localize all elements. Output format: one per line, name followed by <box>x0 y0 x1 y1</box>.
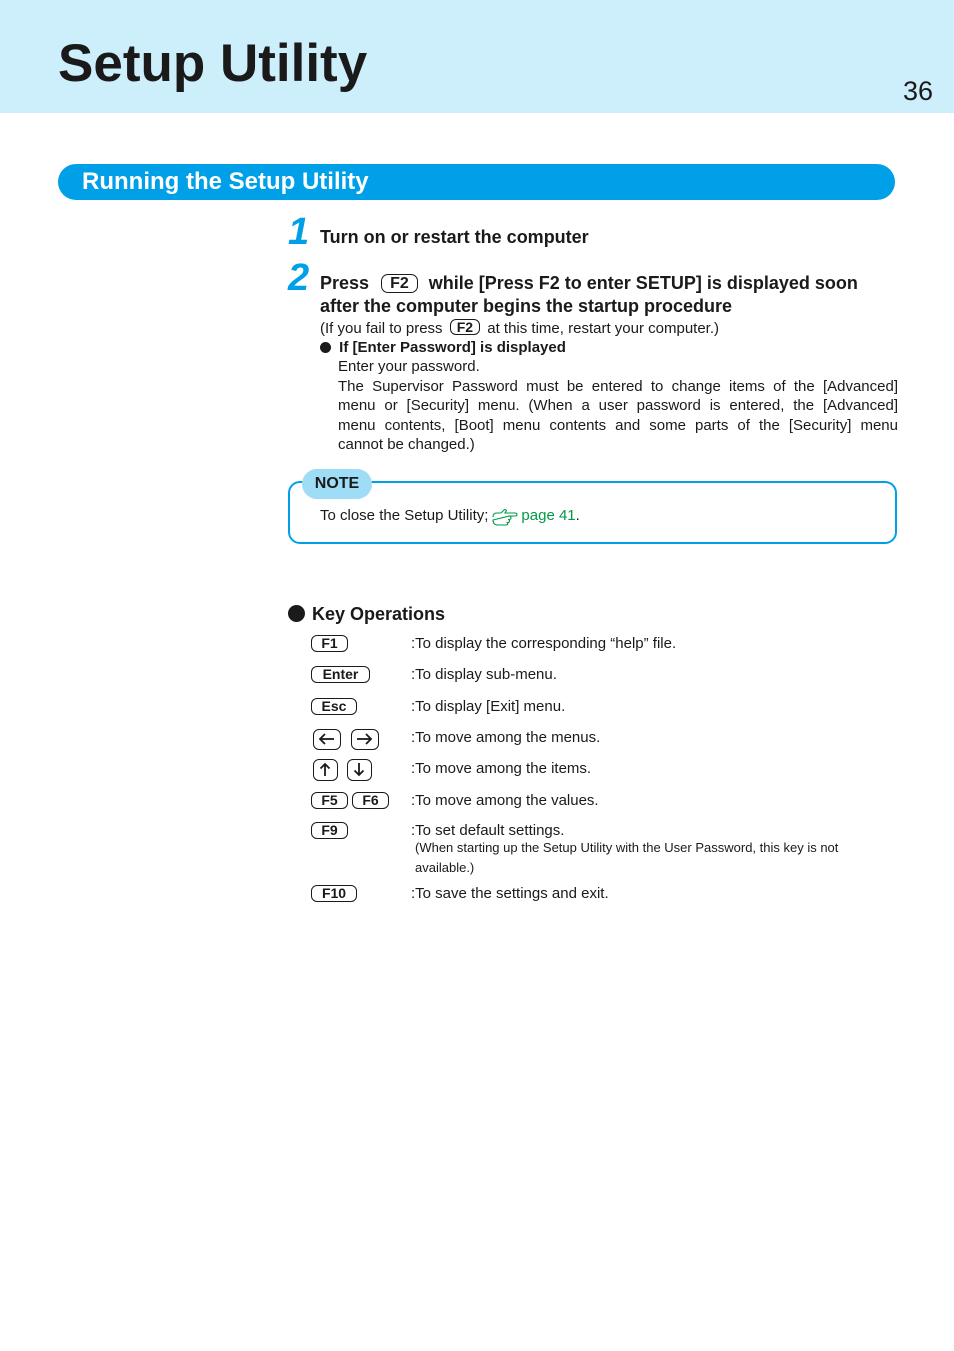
f9-subnote <box>415 838 900 877</box>
bullet-heading-text: If [Enter Password] is displayed <box>339 339 566 356</box>
step-2-line-2: after the computer begins the startup procedure <box>320 296 733 316</box>
bullet-icon <box>288 605 305 622</box>
enter-description: :To display sub-menu. <box>411 666 557 683</box>
step-2-line-1 <box>320 272 900 295</box>
esc-key: Esc <box>311 698 357 715</box>
bullet-icon <box>320 342 331 353</box>
f2-key-inline: F2 <box>450 319 480 335</box>
f5-key: F5 <box>311 792 348 809</box>
key-operations-heading <box>288 603 445 625</box>
step-number-1: 1 <box>288 211 310 253</box>
f6-key: F6 <box>352 792 389 809</box>
page-title: Setup Utility <box>58 34 368 93</box>
step-2-text-after-key: while [Press F2 to enter SETUP] is displayed soon <box>428 273 858 293</box>
left-right-description: :To move among the menus. <box>411 729 601 746</box>
paragraph-line: menu contents, [Boot] menu contents and some parts of the [Security] menu <box>338 416 898 434</box>
step-number-2: 2 <box>288 257 310 299</box>
fail-instruction <box>320 319 719 338</box>
enter-password-text: Enter your password. <box>338 358 480 375</box>
down-arrow-icon <box>347 759 372 781</box>
f10-key: F10 <box>311 885 357 902</box>
right-arrow-icon <box>351 729 379 750</box>
section-heading-bar <box>58 164 895 200</box>
f5-f6-description: :To move among the values. <box>411 792 599 809</box>
page-number: 36 <box>902 76 933 106</box>
f10-description: :To save the settings and exit. <box>411 885 609 902</box>
pointing-hand-icon <box>492 508 518 532</box>
note-text <box>320 506 580 532</box>
note-badge: NOTE <box>302 469 372 499</box>
left-arrow-icon <box>313 729 341 750</box>
password-bullet-heading <box>320 338 566 357</box>
paragraph-line: menu or [Security] menu. (When a user password is entered, the [Advanced] <box>338 397 898 415</box>
press-label: Press <box>320 273 370 293</box>
enter-key: Enter <box>311 666 370 683</box>
esc-description: :To display [Exit] menu. <box>411 698 566 715</box>
f2-key: F2 <box>381 274 418 293</box>
subnote-line: available.) <box>415 859 475 875</box>
fail-text-before: (If you fail to press <box>320 320 443 337</box>
f9-description: :To set default settings. <box>411 822 565 839</box>
up-arrow-icon <box>313 759 338 781</box>
page-41-link[interactable]: page 41 <box>521 507 576 524</box>
note-text-after: . <box>575 507 580 524</box>
key-operations-heading-text: Key Operations <box>312 604 446 624</box>
step-1-text: Turn on or restart the computer <box>320 227 589 247</box>
up-down-description: :To move among the items. <box>411 760 592 777</box>
subnote-line: (When starting up the Setup Utility with the User Password, this key is not <box>415 840 839 855</box>
f9-key: F9 <box>311 822 348 839</box>
paragraph-line: cannot be changed.) <box>338 435 475 453</box>
fail-text-after: at this time, restart your computer.) <box>487 320 719 337</box>
supervisor-password-paragraph <box>338 377 898 454</box>
note-text-before: To close the Setup Utility; <box>320 507 489 524</box>
paragraph-line: The Supervisor Password must be entered to change items of the [Advanced] <box>338 378 898 395</box>
f1-description: :To display the corresponding “help” file. <box>411 635 677 652</box>
f1-key: F1 <box>311 635 348 652</box>
section-title: Running the Setup Utility <box>82 168 369 195</box>
